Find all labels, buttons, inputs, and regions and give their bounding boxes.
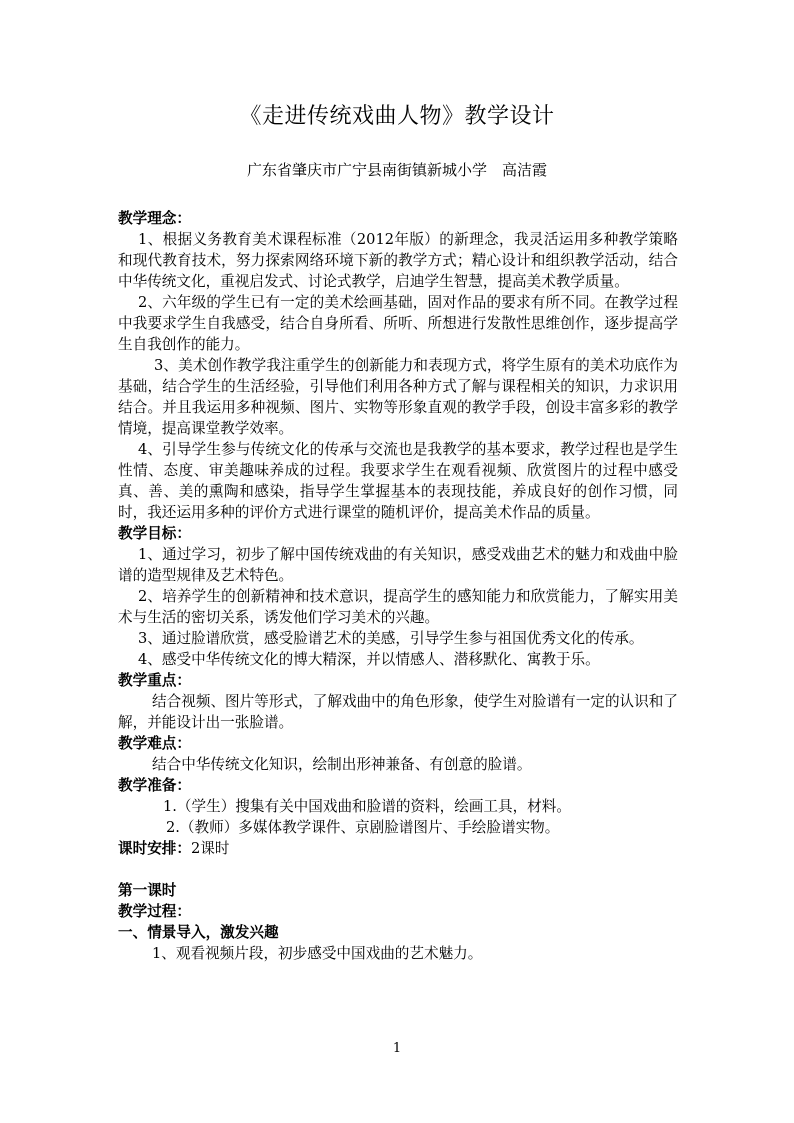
schedule-line	[118, 838, 678, 859]
document-body	[118, 208, 678, 964]
author-line: 广东省肇庆市广宁县南街镇新城小学 高洁霞	[246, 161, 547, 179]
lesson1-process-heading: 教学过程：	[118, 903, 191, 920]
section-gap	[118, 859, 678, 880]
lesson1-step1-item: 1、观看视频片段，初步感受中国戏曲的艺术魅力。	[152, 945, 483, 962]
lesson1-heading: 第一课时	[118, 882, 177, 899]
objective-item-3: 3、通过脸谱欣赏，感受脸谱艺术的美感，引导学生参与祖国优秀文化的传承。	[138, 630, 644, 647]
key-points-text: 结合视频、图片等形式，了解戏曲中的角色形象，使学生对脸谱有一定的认识和了解，并能设计出一张脸谱。	[118, 693, 678, 731]
philosophy-item-2: 2、六年级的学生已有一定的美术绘画基础，固对作品的要求有所不同。在教学过程中我要求学生自我感受，结合自身所看、所听、所想进行发散性思维创作，逐步提高学生自我创作的能力。	[118, 294, 678, 353]
philosophy-item-1: 1、根据义务教育美术课程标准（2012年版）的新理念，我灵活运用多种教学策略和现代教育技术，努力探索网络环境下新的教学方式；精心设计和组织教学活动，结合中华传统文化，重视启发式、讨论式教学，启迪学生智慧，提高美术教学质量。	[118, 231, 678, 290]
preparation-item-2: 2.（教师）多媒体教学课件、京剧脸谱图片、手绘脸谱实物。	[166, 819, 560, 836]
philosophy-heading: 教学理念：	[118, 210, 191, 227]
schedule-label: 课时安排：	[118, 840, 191, 857]
preparation-item-1: 1.（学生）搜集有关中国戏曲和脸谱的资料，绘画工具，材料。	[163, 798, 571, 815]
preparation-heading: 教学准备：	[118, 777, 191, 794]
objective-item-1: 1、通过学习，初步了解中国传统戏曲的有关知识，感受戏曲艺术的魅力和戏曲中脸谱的造型规律及艺术特色。	[118, 546, 678, 584]
philosophy-item-4: 4、引导学生参与传统文化的传承与交流也是我教学的基本要求，教学过程也是学生性情、态度、审美趣味养成的过程。我要求学生在观看视频、欣赏图片的过程中感受真、善、美的熏陶和感染，指导学生掌握基本的表现技能，养成良好的创作习惯，同时，我还运用多种的评价方式进行课堂的随机评价，提高美术作品的质量。	[118, 441, 678, 521]
objectives-heading: 教学目标：	[118, 525, 191, 542]
difficulties-heading: 教学难点：	[118, 735, 191, 752]
document-title: 《走进传统戏曲人物》教学设计	[239, 104, 555, 129]
key-points-heading: 教学重点：	[118, 672, 191, 689]
objective-item-4: 4、感受中华传统文化的博大精深，并以情感人、潜移默化、寓教于乐。	[138, 651, 600, 668]
lesson1-step1-heading: 一、情景导入，激发兴趣	[118, 924, 279, 941]
objective-item-2: 2、培养学生的创新精神和技术意识，提高学生的感知能力和欣赏能力，了解实用美术与生活的密切关系，诱发他们学习美术的兴趣。	[118, 588, 678, 626]
page-number: 1	[392, 1041, 402, 1056]
difficulties-text: 结合中华传统文化知识，绘制出形神兼备、有创意的脸谱。	[152, 756, 532, 773]
philosophy-item-3: 3、美术创作教学我注重学生的创新能力和表现方式，将学生原有的美术功底作为基础，结合学生的生活经验，引导他们利用各种方式了解与课程相关的知识，力求识用结合。并且我运用多种视频、图片、实物等形象直观的教学手段，创设丰富多彩的教学情境，提高课堂教学效率。	[118, 357, 678, 437]
schedule-value: 2课时	[190, 840, 230, 857]
